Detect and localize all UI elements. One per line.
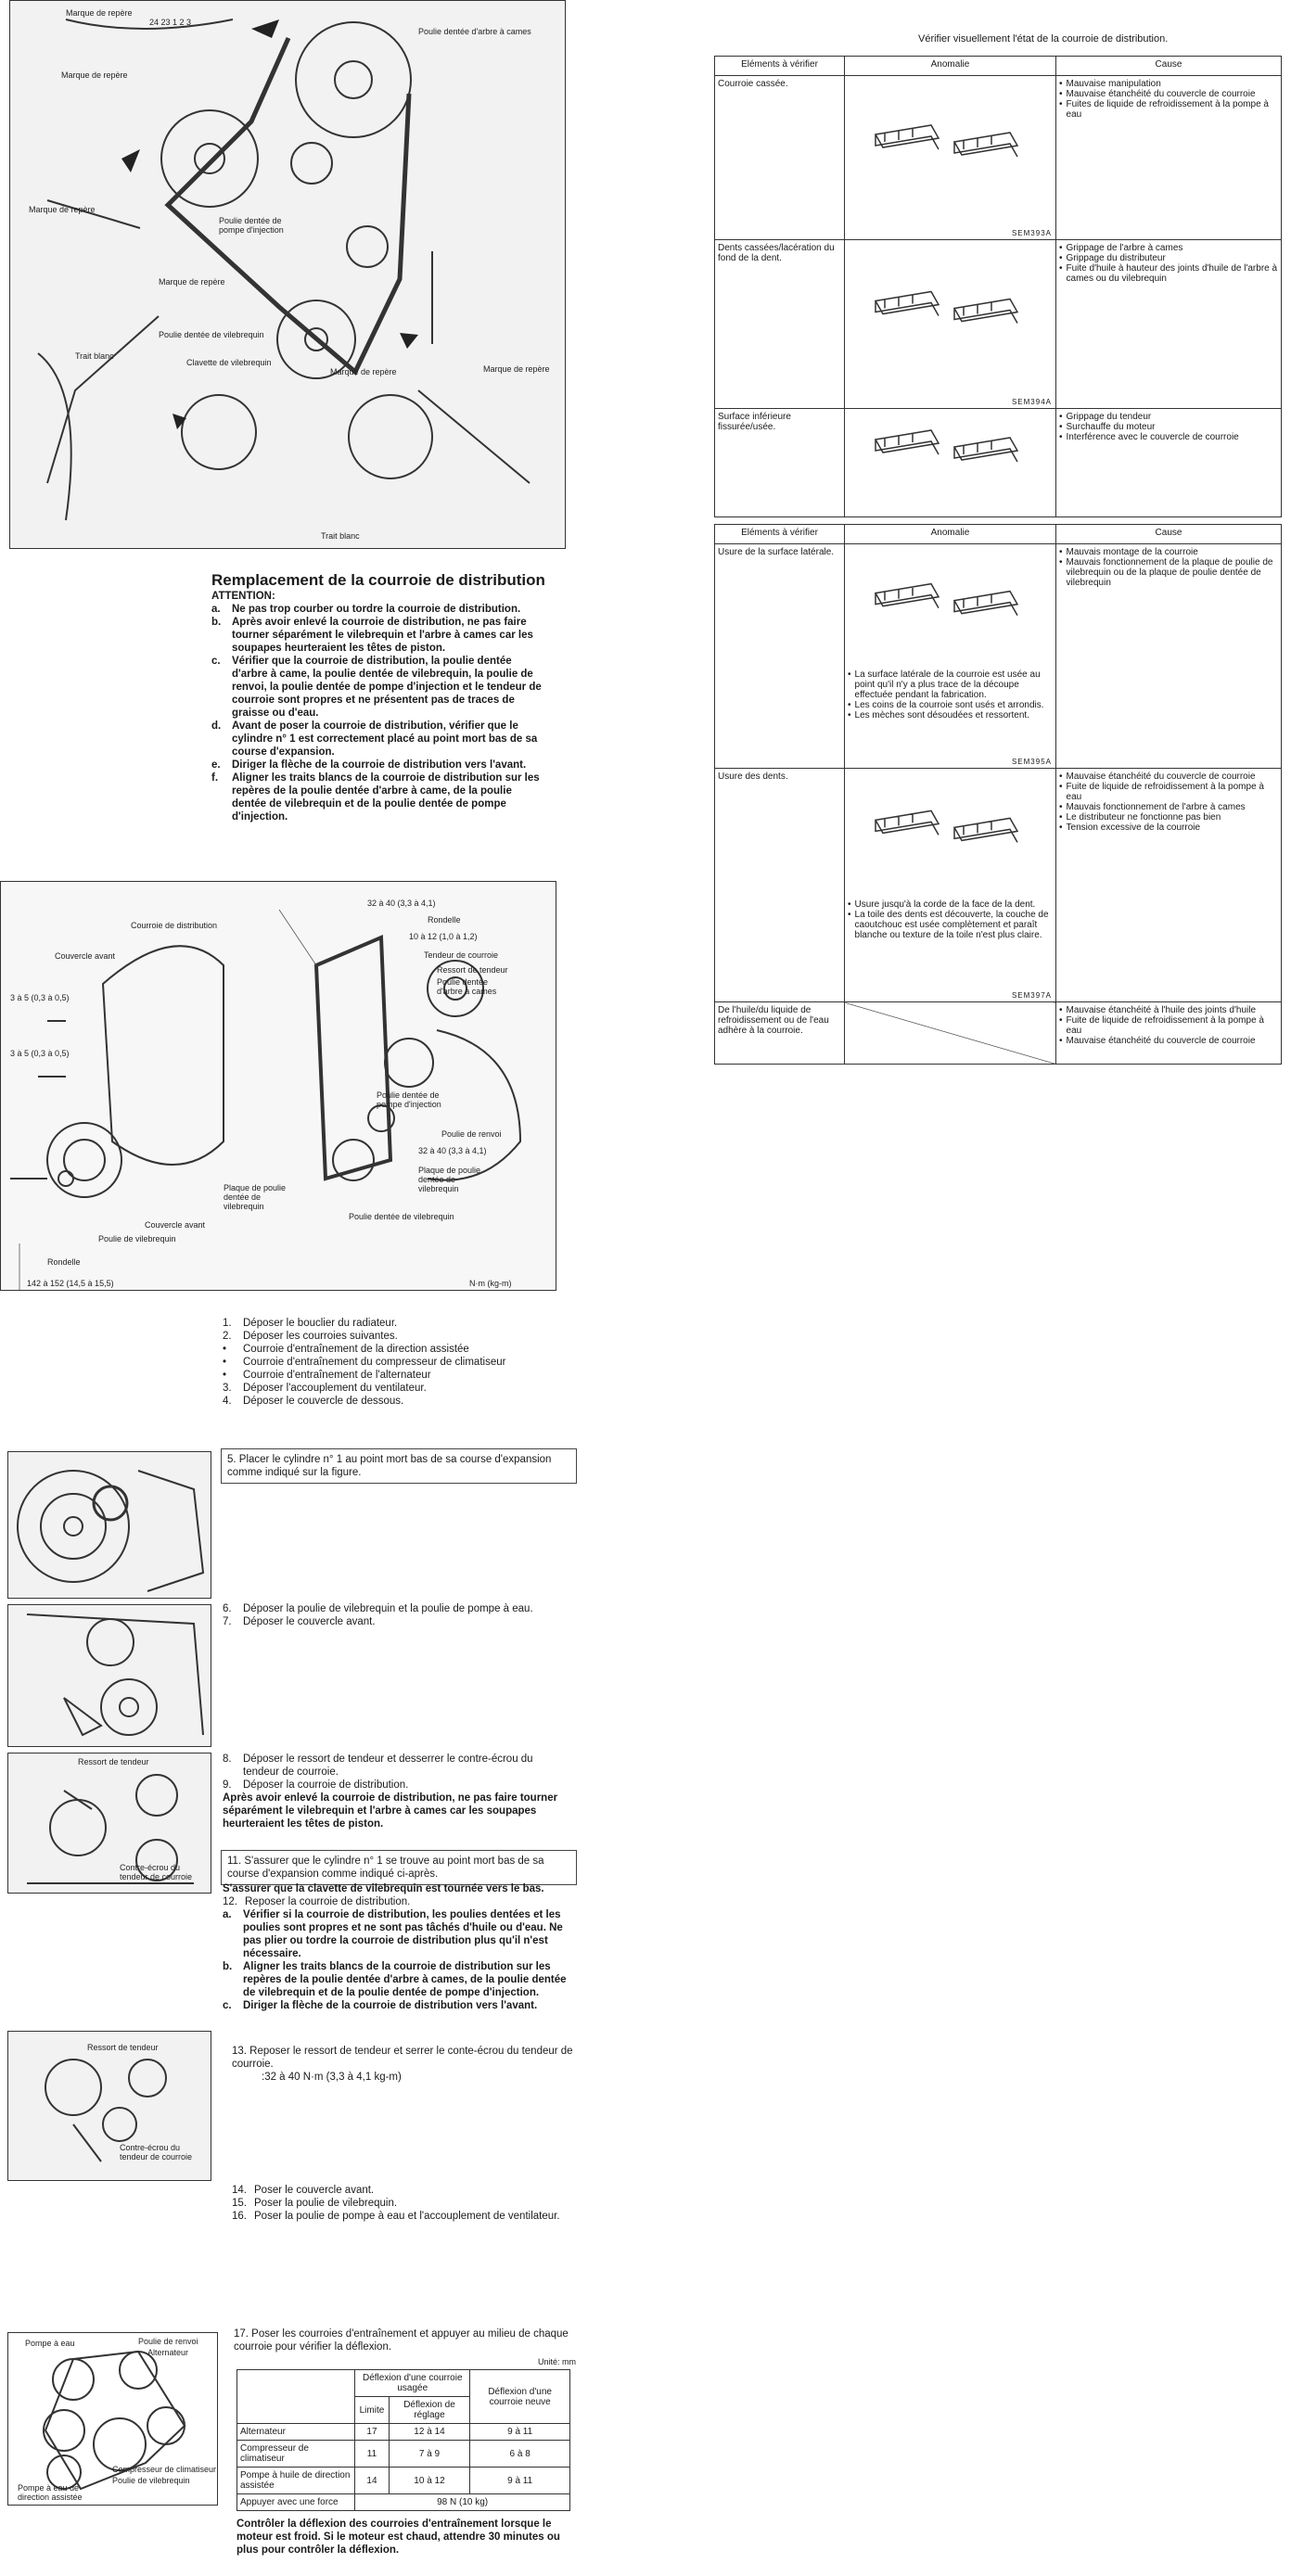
belt-adjust: 7 à 9 bbox=[389, 2441, 470, 2468]
procedure-step-text: Déposer le couvercle avant. bbox=[243, 1616, 376, 1627]
check-table-1-body bbox=[715, 76, 1282, 517]
step-12-item-key: c. bbox=[223, 2000, 232, 2011]
belt-sketch bbox=[848, 547, 1042, 667]
cause-item: • Le distributeur ne fonctionne pas bien bbox=[1059, 812, 1278, 823]
step-13-torque: :32 à 40 N·m (3,3 à 4,1 kg-m) bbox=[262, 2072, 402, 2083]
timing-marks-drawing bbox=[10, 1, 565, 548]
procedure-step bbox=[223, 1779, 566, 1792]
steps-1-4 bbox=[223, 1317, 556, 1408]
fig6-label: Contre-écrou du tendeur de courroie bbox=[120, 2143, 193, 2162]
cause-item: • Grippage de l'arbre à cames bbox=[1059, 243, 1278, 253]
fig1-label: Marque de repère bbox=[483, 364, 550, 374]
tensioner-figure-1 bbox=[7, 1753, 211, 1894]
item-header: Eléments à vérifier bbox=[715, 57, 845, 76]
attention-item-key: b. bbox=[211, 617, 222, 628]
belt-new: 6 à 8 bbox=[470, 2441, 570, 2468]
check-table-2 bbox=[714, 524, 1282, 1065]
fig2-label: Couvercle avant bbox=[145, 1220, 206, 1230]
fig2-label: Couvercle avant bbox=[55, 951, 116, 961]
procedure-step bbox=[223, 1317, 556, 1330]
deflection-row bbox=[237, 2424, 570, 2441]
step-12 bbox=[223, 1895, 568, 1908]
check-table-2-body bbox=[715, 544, 1282, 1065]
new-belt-header: Déflexion d'une courroie neuve bbox=[470, 2370, 570, 2424]
fig2-label: Rondelle bbox=[428, 915, 461, 925]
step-12-number: 12. bbox=[223, 1896, 237, 1907]
belt-limit: 17 bbox=[355, 2424, 389, 2441]
procedure-step bbox=[232, 2184, 575, 2197]
figure-code: SEM397A bbox=[1011, 991, 1052, 1000]
anomaly-note: • Usure jusqu'à la corde de la face de la dent. bbox=[848, 899, 1053, 910]
procedure-step-number: 2. bbox=[223, 1331, 232, 1342]
figure-code: SEM393A bbox=[1011, 229, 1052, 237]
attention-item-key: c. bbox=[211, 656, 221, 667]
procedure-step-text: Poser le couvercle avant. bbox=[254, 2185, 375, 2196]
procedure-step-number: 9. bbox=[223, 1779, 232, 1791]
fig2-label: Courroie de distribution bbox=[131, 921, 218, 930]
step-12-item bbox=[223, 1960, 568, 1999]
anomaly-note: • La surface latérale de la courroie est usée au point qu'il n'y a plus trace de la découpe effectuée pendant la fabrication. bbox=[848, 670, 1053, 700]
check-anomaly bbox=[845, 1002, 1056, 1065]
attention-item bbox=[211, 655, 545, 720]
deflection-body bbox=[237, 2424, 570, 2494]
attention-item-text: Aligner les traits blancs de la courroie de distribution sur les repères de la poulie dentée d'arbre à came, de la poulie dentée de vilebrequin et de la poulie dentée de pompe d'injection. bbox=[232, 772, 540, 823]
check-cause bbox=[1056, 769, 1282, 1002]
cause-item: • Surchauffe du moteur bbox=[1059, 422, 1278, 432]
cause-item: • Mauvais fonctionnement de la plaque de poulie de vilebrequin ou de la plaque de poulie dentée de vilebrequin bbox=[1059, 557, 1278, 588]
check-row bbox=[715, 76, 1282, 240]
cause-item: • Tension excessive de la courroie bbox=[1059, 823, 1278, 833]
fig1-label: Clavette de vilebrequin bbox=[186, 358, 272, 367]
fig5-label: Ressort de tendeur bbox=[78, 1757, 149, 1766]
check-item: De l'huile/du liquide de refroidissement ou de l'eau adhère à la courroie. bbox=[715, 1002, 845, 1065]
step-12-item-text: Vérifier si la courroie de distribution, les poulies dentées et les poulies sont propres et ne sont pas tâchés d'huile ou d'eau. Ne pas plier ou tordre la courroie de distribution plus qu'il n'est nécessaire. bbox=[243, 1909, 563, 1959]
procedure-step-text: Déposer le ressort de tendeur et desserrer le contre-écrou du tendeur de courroie. bbox=[243, 1753, 533, 1778]
fig1-label: Marque de repère bbox=[330, 367, 397, 376]
attention-item-text: Après avoir enlevé la courroie de distribution, ne pas faire tourner séparément le vilebrequin et l'arbre à cames car les soupapes heurteraient les têtes de piston. bbox=[232, 617, 533, 654]
belt-adjust: 10 à 12 bbox=[389, 2468, 470, 2494]
procedure-step-number: 7. bbox=[223, 1616, 232, 1627]
fig1-label: Trait blanc bbox=[75, 351, 114, 361]
torque-unit: N·m (kg-m) bbox=[469, 1279, 512, 1288]
torque-label: 142 à 152 (14,5 à 15,5) bbox=[27, 1279, 114, 1288]
deflection-table bbox=[236, 2369, 570, 2511]
deflection-header-row bbox=[237, 2370, 570, 2397]
check-row bbox=[715, 409, 1282, 517]
check-cause bbox=[1056, 409, 1282, 517]
anomaly-header: Anomalie bbox=[845, 57, 1056, 76]
cause-item: • Mauvais montage de la courroie bbox=[1059, 547, 1278, 557]
deflection-row bbox=[237, 2468, 570, 2494]
procedure-step-text: Déposer les courroies suivantes. bbox=[243, 1331, 398, 1342]
fig7-label: Poulie de vilebrequin bbox=[112, 2476, 190, 2485]
cause-item: • Interférence avec le couvercle de courroie bbox=[1059, 432, 1278, 442]
torque-label: 32 à 40 (3,3 à 4,1) bbox=[367, 899, 436, 908]
belt-name: Pompe à huile de direction assistée bbox=[237, 2468, 355, 2494]
fig1-label: Trait blanc bbox=[321, 531, 360, 541]
cause-item: • Mauvaise manipulation bbox=[1059, 79, 1278, 89]
belt-limit: 14 bbox=[355, 2468, 389, 2494]
check-cause bbox=[1056, 240, 1282, 409]
fig2-label: Poulie dentée de vilebrequin bbox=[349, 1212, 454, 1221]
procedure-step bbox=[223, 1602, 566, 1615]
check-anomaly bbox=[845, 76, 1056, 240]
procedure-step-number: • bbox=[223, 1357, 227, 1368]
procedure-step-text: Déposer le couvercle de dessous. bbox=[243, 1396, 404, 1407]
anomaly-notes bbox=[848, 670, 1053, 721]
check-item: Dents cassées/lacération du fond de la dent. bbox=[715, 240, 845, 409]
step-11-12-block bbox=[223, 1882, 568, 2012]
check-table-1-header bbox=[715, 57, 1282, 76]
item-header: Eléments à vérifier bbox=[715, 525, 845, 544]
torque-label: 3 à 5 (0,3 à 0,5) bbox=[10, 1049, 70, 1058]
step-12-items bbox=[223, 1908, 568, 2012]
step-12-item-key: a. bbox=[223, 1909, 232, 1920]
figure-code: SEM394A bbox=[1011, 398, 1052, 406]
attention-item bbox=[211, 759, 545, 772]
procedure-step-number: 16. bbox=[232, 2211, 247, 2222]
fig7-label: Pompe à eau bbox=[25, 2339, 75, 2348]
torque-label: 10 à 12 (1,0 à 1,2) bbox=[409, 932, 478, 941]
deflection-row bbox=[237, 2441, 570, 2468]
step-12-item bbox=[223, 1999, 568, 2012]
check-anomaly bbox=[845, 544, 1056, 769]
check-cause bbox=[1056, 544, 1282, 769]
cause-item: • Mauvaise étanchéité du couvercle de courroie bbox=[1059, 89, 1278, 99]
exploded-view-drawing bbox=[1, 882, 556, 1290]
procedure-step-number: 1. bbox=[223, 1318, 232, 1329]
deflection-note: Contrôler la déflexion des courroies d'entraînement lorsque le moteur est froid. Si le moteur est chaud, attendre 30 minutes ou plus pour contrôler la déflexion. bbox=[236, 2519, 560, 2556]
procedure-step-number: 4. bbox=[223, 1396, 232, 1407]
pulley-drawing bbox=[8, 1605, 211, 1746]
cause-header: Cause bbox=[1056, 57, 1282, 76]
step-11-note: S'assurer que la clavette de vilebrequin est tournée vers le bas. bbox=[223, 1883, 544, 1894]
procedure-step-text: Déposer le bouclier du radiateur. bbox=[243, 1318, 398, 1329]
belt-new: 9 à 11 bbox=[470, 2424, 570, 2441]
pulley-removal-figure bbox=[7, 1604, 211, 1747]
procedure-step bbox=[223, 1356, 556, 1369]
procedure-step bbox=[232, 2197, 575, 2210]
cause-item: • Grippage du distributeur bbox=[1059, 253, 1278, 263]
torque-label: 3 à 5 (0,3 à 0,5) bbox=[10, 993, 70, 1002]
fig5-label: Contre-écrou du tendeur de courroie bbox=[120, 1863, 193, 1881]
cause-item: • Fuite de liquide de refroidissement à la pompe à eau bbox=[1059, 782, 1278, 802]
procedure-step bbox=[223, 1395, 556, 1408]
belt-sketch bbox=[848, 772, 1042, 897]
procedure-step bbox=[223, 1382, 556, 1395]
belt-sketch bbox=[848, 79, 1042, 218]
attention-item-text: Ne pas trop courber ou tordre la courroie de distribution. bbox=[232, 604, 521, 615]
step-17-unit: Unité: mm bbox=[538, 2357, 577, 2366]
fig2-label: Rondelle bbox=[47, 1257, 81, 1267]
fig2-label: Poulie dentée de pompe d'injection bbox=[377, 1090, 441, 1109]
check-anomaly bbox=[845, 409, 1056, 517]
check-item: Usure de la surface latérale. bbox=[715, 544, 845, 769]
procedure-step-text: Courroie d'entraînement de l'alternateur bbox=[243, 1370, 431, 1381]
attention-item bbox=[211, 616, 545, 655]
step-12-text: Reposer la courroie de distribution. bbox=[245, 1896, 411, 1907]
cause-item: • Mauvaise étanchéité à l'huile des joints d'huile bbox=[1059, 1005, 1278, 1015]
check-row bbox=[715, 1002, 1282, 1065]
attention-list bbox=[211, 603, 545, 823]
limit-header: Limite bbox=[355, 2397, 389, 2424]
check-cause bbox=[1056, 76, 1282, 240]
anomaly-note: • Les mèches sont désoudées et ressortent. bbox=[848, 710, 1053, 721]
step-12-item-key: b. bbox=[223, 1961, 233, 1972]
timing-marks-figure bbox=[9, 0, 566, 549]
cause-item: • Fuite d'huile à hauteur des joints d'huile de l'arbre à cames ou du vilebrequin bbox=[1059, 263, 1278, 284]
deflection-empty-header bbox=[237, 2370, 355, 2424]
anomaly-notes bbox=[848, 899, 1053, 940]
fig7-label: Pompe à eau de direction assistée bbox=[18, 2483, 83, 2502]
procedure-step-number: 8. bbox=[223, 1753, 232, 1765]
procedure-step bbox=[223, 1753, 566, 1779]
fig1-label: Marque de repère bbox=[29, 205, 96, 214]
attention-item-key: f. bbox=[211, 772, 219, 784]
force-value: 98 N (10 kg) bbox=[355, 2494, 570, 2511]
belt-adjust: 12 à 14 bbox=[389, 2424, 470, 2441]
belt-sketch bbox=[848, 412, 1042, 495]
drive-belts-figure bbox=[7, 2332, 218, 2506]
attention-item bbox=[211, 772, 545, 823]
fig1-label: Poulie dentée de pompe d'injection bbox=[219, 216, 284, 235]
step-17-text: 17. Poser les courroies d'entraînement et appuyer au milieu de chaque courroie pour vérifier la déflexion. bbox=[234, 2328, 569, 2353]
step-12-item-text: Diriger la flèche de la courroie de distribution vers l'avant. bbox=[243, 2000, 538, 2011]
check-item: Usure des dents. bbox=[715, 769, 845, 1002]
steps-6-7 bbox=[223, 1602, 566, 1628]
fig2-label: Plaque de poulie dentée de vilebrequin bbox=[224, 1183, 287, 1211]
belt-sketch bbox=[848, 243, 1042, 387]
check-row bbox=[715, 769, 1282, 1002]
check-anomaly bbox=[845, 240, 1056, 409]
fig7-label: Alternateur bbox=[147, 2348, 189, 2357]
anomaly-note: • La toile des dents est découverte, la couche de caoutchouc est usée complètement et paraît blanche ou texture de la toile n'est plus claire. bbox=[848, 910, 1053, 940]
procedure-step-text: Déposer la poulie de vilebrequin et la poulie de pompe à eau. bbox=[243, 1603, 533, 1614]
fig6-label: Ressort de tendeur bbox=[87, 2043, 159, 2052]
procedure-step-text: Poser la poulie de pompe à eau et l'accouplement de ventilateur. bbox=[254, 2211, 560, 2222]
force-label: Appuyer avec une force bbox=[237, 2494, 355, 2511]
fig2-label: Poulie dentée d'arbre à cames bbox=[437, 977, 497, 996]
fig2-label: Poulie de vilebrequin bbox=[98, 1234, 176, 1243]
procedure-step bbox=[223, 1615, 566, 1628]
steps-14-16 bbox=[232, 2184, 575, 2223]
procedure-step-text: Déposer la courroie de distribution. bbox=[243, 1779, 409, 1791]
step-5-box: 5. Placer le cylindre n° 1 au point mort bas de sa course d'expansion comme indiqué sur la figure. bbox=[221, 1448, 577, 1484]
procedure-step bbox=[223, 1330, 556, 1343]
attention-item-text: Diriger la flèche de la courroie de distribution vers l'avant. bbox=[232, 759, 527, 771]
attention-item bbox=[211, 720, 545, 759]
fig1-scale: 24 23 1 2 3 bbox=[149, 18, 192, 27]
crank-position-figure bbox=[7, 1451, 211, 1599]
cause-header: Cause bbox=[1056, 525, 1282, 544]
check-item: Surface inférieure fissurée/usée. bbox=[715, 409, 845, 517]
attention-item-text: Vérifier que la courroie de distribution, la poulie dentée d'arbre à came, la poulie dentée de vilebrequin, la poulie de renvoi, la poulie dentée de pompe d'injection et le tendeur de courroie sont propres et ne présentent pas de traces de graisse ou d'eau. bbox=[232, 656, 542, 719]
fig2-label: Plaque de poulie dentée de vilebrequin bbox=[418, 1166, 481, 1193]
attention-item bbox=[211, 603, 545, 616]
check-table-1 bbox=[714, 56, 1282, 517]
check-anomaly bbox=[845, 769, 1056, 1002]
cause-item: • Mauvais fonctionnement de l'arbre à cames bbox=[1059, 802, 1278, 812]
fig1-label: Marque de repère bbox=[66, 8, 133, 18]
fig1-label: Marque de repère bbox=[61, 70, 128, 80]
procedure-step-text: Courroie d'entraînement du compresseur de climatiseur bbox=[243, 1357, 506, 1368]
attention-label: ATTENTION: bbox=[211, 591, 275, 602]
deflection-force-row bbox=[237, 2494, 570, 2511]
procedure-step bbox=[223, 1369, 556, 1382]
procedure-step-text: Poser la poulie de vilebrequin. bbox=[254, 2198, 398, 2209]
procedure-step-number: 14. bbox=[232, 2185, 247, 2196]
attention-item-key: e. bbox=[211, 759, 221, 771]
belt-new: 9 à 11 bbox=[470, 2468, 570, 2494]
belt-name: Alternateur bbox=[237, 2424, 355, 2441]
attention-item-key: a. bbox=[211, 604, 221, 615]
procedure-step-number: 3. bbox=[223, 1383, 232, 1394]
adjust-header: Déflexion de réglage bbox=[389, 2397, 470, 2424]
belt-limit: 11 bbox=[355, 2441, 389, 2468]
cause-item: • Fuite de liquide de refroidissement à la pompe à eau bbox=[1059, 1015, 1278, 1036]
fig1-label: Marque de repère bbox=[159, 277, 225, 287]
check-item: Courroie cassée. bbox=[715, 76, 845, 240]
cause-item: • Mauvaise étanchéité du couvercle de courroie bbox=[1059, 1036, 1278, 1046]
check-title: Vérifier visuellement l'état de la courroie de distribution. bbox=[918, 33, 1169, 45]
procedure-step-number: 6. bbox=[223, 1603, 232, 1614]
fig2-label: Tendeur de courroie bbox=[424, 950, 499, 960]
used-belt-header: Déflexion d'une courroie usagée bbox=[355, 2370, 470, 2397]
step-11-box: 11. S'assurer que le cylindre n° 1 se trouve au point mort bas de sa course d'expansion comme indiqué ci-après. bbox=[221, 1850, 577, 1885]
procedure-step-number: • bbox=[223, 1344, 227, 1355]
procedure-step-text: Déposer l'accouplement du ventilateur. bbox=[243, 1383, 427, 1394]
attention-item-text: Avant de poser la courroie de distribution, vérifier que le cylindre n° 1 est correctement placé au point mort bas de sa course d'expansion. bbox=[232, 721, 538, 758]
fig7-label: Compresseur de climatiseur bbox=[112, 2465, 217, 2474]
anomaly-note: • Les coins de la courroie sont usés et arrondis. bbox=[848, 700, 1053, 710]
fig1-label: Poulie dentée d'arbre à cames bbox=[418, 27, 531, 36]
procedure-step bbox=[223, 1343, 556, 1356]
fig2-label: Poulie de renvoi bbox=[441, 1129, 502, 1139]
step-12-item-text: Aligner les traits blancs de la courroie de distribution sur les repères de la poulie dentée d'arbre à cames, de la poulie dentée de vilebrequin et de la poulie dentée de pompe d'injection. bbox=[243, 1961, 567, 1998]
fig7-label: Poulie de renvoi bbox=[138, 2337, 198, 2346]
step-13-text: 13. Reposer le ressort de tendeur et serrer le conte-écrou du tendeur de courroie. bbox=[232, 2046, 573, 2070]
procedure-step bbox=[232, 2210, 575, 2223]
torque-label: 32 à 40 (3,3 à 4,1) bbox=[418, 1146, 487, 1155]
cause-item: • Mauvaise étanchéité du couvercle de courroie bbox=[1059, 772, 1278, 782]
crank-drawing bbox=[8, 1452, 211, 1598]
fig1-label: Poulie dentée de vilebrequin bbox=[159, 330, 264, 339]
attention-item-key: d. bbox=[211, 721, 222, 732]
exploded-view-figure bbox=[0, 881, 556, 1291]
procedure-step-number: • bbox=[223, 1370, 227, 1381]
cause-item: • Fuites de liquide de refroidissement à la pompe à eau bbox=[1059, 99, 1278, 120]
section-title: Remplacement de la courroie de distribution bbox=[211, 571, 545, 589]
cause-item: • Grippage du tendeur bbox=[1059, 412, 1278, 422]
steps-8-9-warning: Après avoir enlevé la courroie de distribution, ne pas faire tourner séparément le vilebrequin et l'arbre à cames car les soupapes heurteraient les têtes de piston. bbox=[223, 1792, 558, 1830]
check-row bbox=[715, 240, 1282, 409]
belt-name: Compresseur de climatiseur bbox=[237, 2441, 355, 2468]
check-row bbox=[715, 544, 1282, 769]
tensioner-figure-2 bbox=[7, 2031, 211, 2181]
figure-code: SEM395A bbox=[1011, 758, 1052, 766]
steps-8-9 bbox=[223, 1753, 566, 1830]
procedure-step-text: Courroie d'entraînement de la direction assistée bbox=[243, 1344, 469, 1355]
replacement-section bbox=[211, 571, 545, 823]
procedure-step-number: 15. bbox=[232, 2198, 247, 2209]
check-cause bbox=[1056, 1002, 1282, 1065]
check-table-2-header bbox=[715, 525, 1282, 544]
step-12-item bbox=[223, 1908, 568, 1960]
anomaly-header: Anomalie bbox=[845, 525, 1056, 544]
step-13-block bbox=[232, 2045, 575, 2084]
fig2-label: Ressort de tendeur bbox=[437, 965, 508, 975]
